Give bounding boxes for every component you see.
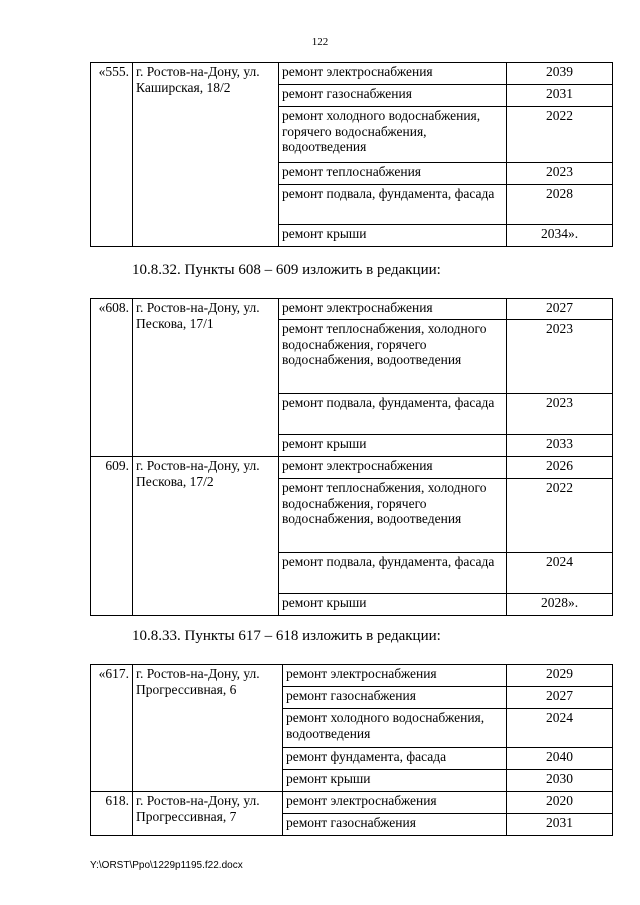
year-cell: 2023 <box>507 394 613 435</box>
work-cell: ремонт подвала, фундамента, фасада <box>279 553 507 594</box>
work-cell: ремонт теплоснабжения, холодного водоснабжения, горячего водоснабжения, водоотведения <box>279 479 507 553</box>
table-row <box>91 665 613 687</box>
work-cell: ремонт газоснабжения <box>283 814 507 836</box>
year-cell: 2028 <box>507 185 613 225</box>
address-cell: г. Ростов-на-Дону, ул. Каширская, 18/2 <box>133 63 279 247</box>
address-cell: г. Ростов-на-Дону, ул. Прогрессивная, 6 <box>133 665 283 792</box>
item-number: 609. <box>91 457 133 616</box>
year-cell: 2039 <box>507 63 613 85</box>
year-cell: 2022 <box>507 479 613 553</box>
work-cell: ремонт крыши <box>279 435 507 457</box>
address-cell: г. Ростов-на-Дону, ул. Прогрессивная, 7 <box>133 792 283 836</box>
year-cell: 2034». <box>507 225 613 247</box>
amendment-note: 10.8.33. Пункты 617 – 618 изложить в редакции: <box>132 628 441 644</box>
work-cell: ремонт теплоснабжения, холодного водоснабжения, горячего водоснабжения, водоотведения <box>279 320 507 394</box>
work-cell: ремонт газоснабжения <box>279 85 507 107</box>
work-cell: ремонт крыши <box>283 770 507 792</box>
work-cell: ремонт электроснабжения <box>279 457 507 479</box>
year-cell: 2030 <box>507 770 613 792</box>
year-cell: 2027 <box>507 299 613 320</box>
year-cell: 2028». <box>507 594 613 616</box>
address-cell: г. Ростов-на-Дону, ул. Пескова, 17/1 <box>133 299 279 457</box>
item-number: «555. <box>91 63 133 247</box>
year-cell: 2023 <box>507 163 613 185</box>
work-cell: ремонт электроснабжения <box>283 665 507 687</box>
year-cell: 2029 <box>507 665 613 687</box>
year-cell: 2027 <box>507 687 613 709</box>
year-cell: 2040 <box>507 748 613 770</box>
table-row <box>91 792 613 814</box>
year-cell: 2031 <box>507 85 613 107</box>
amendment-note: 10.8.32. Пункты 608 – 609 изложить в редакции: <box>132 262 441 278</box>
table-row <box>91 63 613 85</box>
year-cell: 2024 <box>507 709 613 748</box>
work-cell: ремонт подвала, фундамента, фасада <box>279 394 507 435</box>
repair-table <box>90 298 613 616</box>
work-cell: ремонт теплоснабжения <box>279 163 507 185</box>
address-cell: г. Ростов-на-Дону, ул. Пескова, 17/2 <box>133 457 279 616</box>
work-cell: ремонт газоснабжения <box>283 687 507 709</box>
work-cell: ремонт подвала, фундамента, фасада <box>279 185 507 225</box>
table-row <box>91 457 613 479</box>
work-cell: ремонт крыши <box>279 225 507 247</box>
file-path-footer: Y:\ORST\Ppo\1229p1195.f22.docx <box>90 860 243 871</box>
work-cell: ремонт холодного водоснабжения, водоотведения <box>283 709 507 748</box>
work-cell: ремонт электроснабжения <box>279 63 507 85</box>
work-cell: ремонт фундамента, фасада <box>283 748 507 770</box>
table-row <box>91 299 613 320</box>
year-cell: 2023 <box>507 320 613 394</box>
page-number: 122 <box>311 36 329 48</box>
year-cell: 2024 <box>507 553 613 594</box>
work-cell: ремонт крыши <box>279 594 507 616</box>
year-cell: 2026 <box>507 457 613 479</box>
year-cell: 2033 <box>507 435 613 457</box>
year-cell: 2020 <box>507 792 613 814</box>
work-cell: ремонт холодного водоснабжения, горячего водоснабжения, водоотведения <box>279 107 507 163</box>
repair-table <box>90 62 613 247</box>
work-cell: ремонт электроснабжения <box>283 792 507 814</box>
work-cell: ремонт электроснабжения <box>279 299 507 320</box>
year-cell: 2031 <box>507 814 613 836</box>
item-number: «608. <box>91 299 133 457</box>
item-number: «617. <box>91 665 133 792</box>
repair-table <box>90 664 613 836</box>
year-cell: 2022 <box>507 107 613 163</box>
item-number: 618. <box>91 792 133 836</box>
